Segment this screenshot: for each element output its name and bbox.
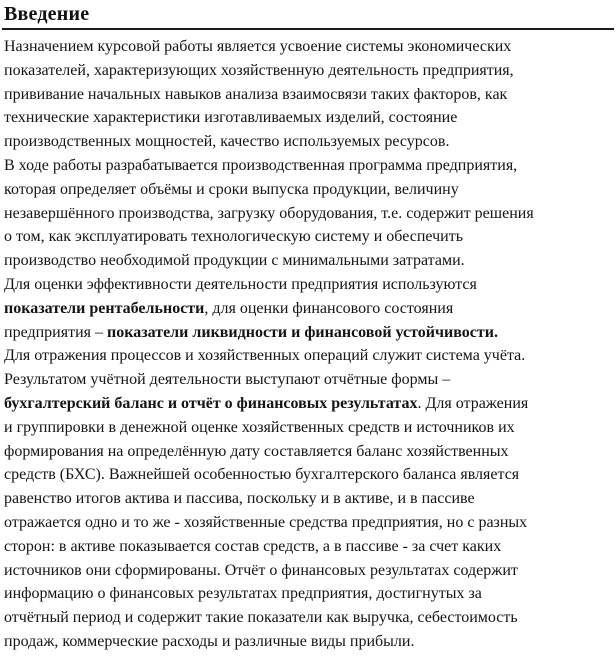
text-run: отчётный период и содержит такие показатели как выручка, себестоимость <box>4 609 518 627</box>
text-run: средств (БХС). Важнейшей особенностью бухгалтерского баланса является <box>4 466 520 484</box>
document-body <box>0 35 616 654</box>
text-run: производственных мощностей, качество используемых ресурсов. <box>4 133 450 151</box>
page-title: Введение <box>4 3 90 25</box>
text-line <box>4 559 614 583</box>
paragraph <box>4 154 614 273</box>
text-run: прививание начальных навыков анализа взаимосвязи таких факторов, как <box>4 85 508 103</box>
text-line <box>4 297 614 321</box>
text-run: В ходе работы разрабатывается производственная программа предприятия, <box>4 156 518 174</box>
text-line <box>4 321 614 345</box>
text-line <box>4 59 614 83</box>
bold-text-run: показатели ликвидности и финансовой устойчивости. <box>107 323 498 341</box>
text-run: сторон: в активе показывается состав средств, а в пассиве - за счет каких <box>4 537 502 555</box>
text-run: продаж, коммерческие расходы и различные виды прибыли. <box>4 632 415 650</box>
text-run: формирования на определённую дату составляется баланс хозяйственных <box>4 442 509 460</box>
text-run: информацию о финансовых результатах предприятия, достигнутых за <box>4 585 482 603</box>
text-line <box>4 106 614 130</box>
title-divider <box>2 0 614 30</box>
text-line <box>4 225 614 249</box>
text-run: незавершённого производства, загрузку оборудования, т.е. содержит решения <box>4 204 534 222</box>
paragraph <box>4 273 614 344</box>
text-run: показателей, характеризующих хозяйственную деятельность предприятия, <box>4 61 514 79</box>
text-run: которая определяет объёмы и сроки выпуска продукции, величину <box>4 180 459 198</box>
text-line <box>4 535 614 559</box>
text-line <box>4 463 614 487</box>
bold-text-run: показатели рентабельности <box>4 299 205 317</box>
text-run: Результатом учётной деятельности выступают отчётные формы – <box>4 371 451 389</box>
paragraph <box>4 35 614 154</box>
text-line <box>4 511 614 535</box>
text-line <box>4 487 614 511</box>
text-line <box>4 344 614 368</box>
bold-text-run: бухгалтерский баланс и отчёт о финансовых результатах <box>4 394 418 412</box>
text-line <box>4 178 614 202</box>
text-run: равенство итогов актива и пассива, поскольку и в активе, и в пассиве <box>4 490 475 508</box>
text-run: и группировки в денежной оценке хозяйственных средств и источников их <box>4 418 515 436</box>
text-run: источников они сформированы. Отчёт о финансовых результатах содержит <box>4 561 518 579</box>
text-run: Назначением курсовой работы является усвоение системы экономических <box>4 38 512 55</box>
text-run: Для отражения процессов и хозяйственных операций служит система учёта. <box>4 347 526 365</box>
text-line <box>4 392 614 416</box>
text-line <box>4 606 614 630</box>
text-line <box>4 35 614 59</box>
text-run: технические характеристики изготавливаемых изделий, состояние <box>4 109 458 127</box>
text-run: отражается одно и то же - хозяйственные средства предприятия, но с разных <box>4 513 528 531</box>
text-line <box>4 440 614 464</box>
text-line <box>4 130 614 154</box>
text-line <box>4 202 614 226</box>
text-line <box>4 582 614 606</box>
text-line <box>4 249 614 273</box>
text-run: . Для отражения <box>417 394 529 412</box>
text-run: предприятия – <box>4 323 107 341</box>
text-line <box>4 416 614 440</box>
text-line <box>4 154 614 178</box>
text-line <box>4 83 614 107</box>
text-run: Для оценки эффективности деятельности предприятия используются <box>4 275 477 293</box>
text-line <box>4 273 614 297</box>
text-run: производство необходимой продукции с минимальными затратами. <box>4 252 465 270</box>
text-run: о том, как эксплуатировать технологическую систему и обеспечить <box>4 228 463 246</box>
text-run: , для оценки финансового состояния <box>204 299 454 317</box>
text-line <box>4 368 614 392</box>
paragraph <box>4 344 614 653</box>
text-line <box>4 630 614 654</box>
